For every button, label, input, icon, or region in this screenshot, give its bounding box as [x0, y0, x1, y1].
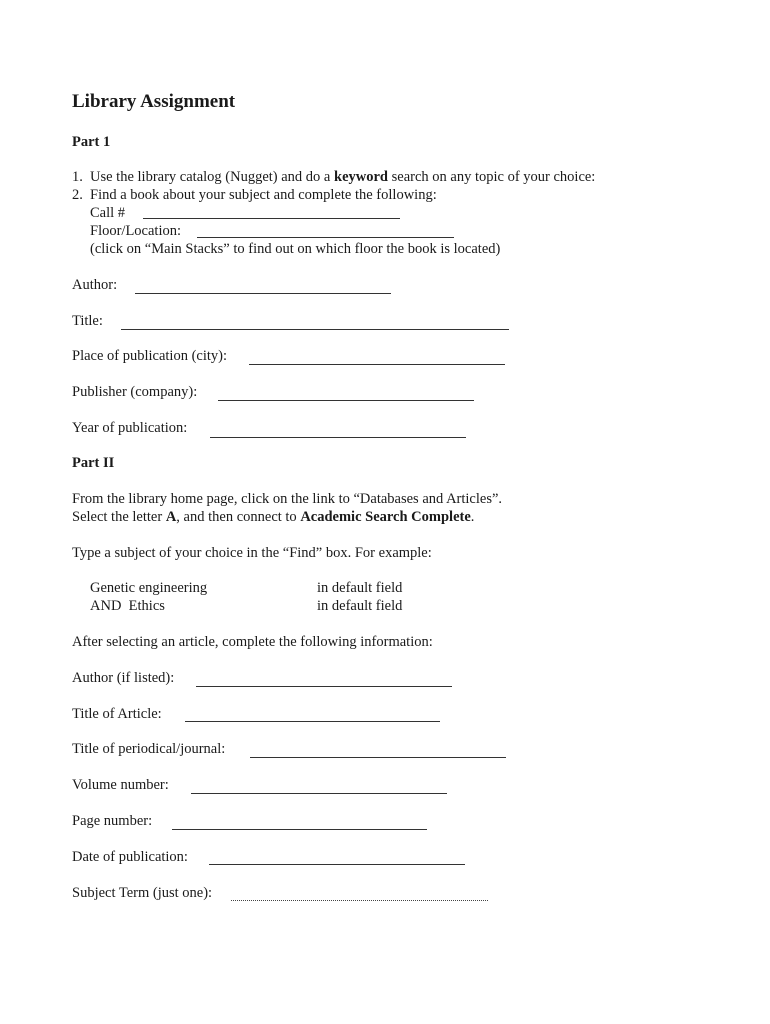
database-name: Academic Search Complete [300, 509, 471, 525]
article-title-field[interactable] [185, 721, 440, 722]
floor-location-note: (click on “Main Stacks” to find out on which floor the book is located) [90, 241, 501, 257]
publisher-field[interactable] [218, 400, 474, 401]
after-selecting-instruction: After selecting an article, complete the following information: [72, 634, 433, 650]
floor-location-label: Floor/Location: [90, 223, 182, 239]
keyword-emphasis: keyword [334, 169, 388, 185]
page-number-field[interactable] [172, 829, 427, 830]
example-term-1: Genetic engineering [90, 580, 208, 596]
article-title-label: Title of Article: [72, 706, 162, 722]
article-author-field[interactable] [196, 686, 452, 687]
year-of-publication-field[interactable] [210, 437, 466, 438]
place-of-publication-field[interactable] [249, 364, 505, 365]
date-of-publication-label: Date of publication: [72, 849, 188, 865]
journal-title-label: Title of periodical/journal: [72, 741, 226, 757]
part2-intro-line2: Select the letter A, and then connect to Academic Search Complete. [72, 509, 475, 525]
book-title-label: Title: [72, 313, 103, 329]
volume-number-field[interactable] [191, 793, 447, 794]
subject-term-label: Subject Term (just one): [72, 885, 213, 901]
journal-title-field[interactable] [250, 757, 506, 758]
step2-number: 2. [72, 187, 83, 203]
publisher-label: Publisher (company): [72, 384, 198, 400]
example-field-2: in default field [317, 598, 403, 614]
example-field-1: in default field [317, 580, 403, 596]
subject-term-field[interactable] [231, 900, 488, 901]
step1-text: Use the library catalog (Nugget) and do a keyword search on any topic of your choice: [90, 169, 596, 185]
call-number-field[interactable] [143, 218, 400, 219]
document-title: Library Assignment [72, 91, 236, 112]
part2-intro-line1: From the library home page, click on the link to “Databases and Articles”. [72, 491, 503, 507]
book-title-field[interactable] [121, 329, 509, 330]
page-number-label: Page number: [72, 813, 153, 829]
step2-text: Find a book about your subject and complete the following: [90, 187, 437, 203]
date-of-publication-field[interactable] [209, 864, 465, 865]
place-of-publication-label: Place of publication (city): [72, 348, 228, 364]
author-field[interactable] [135, 293, 391, 294]
part2-heading: Part II [72, 455, 115, 471]
year-of-publication-label: Year of publication: [72, 420, 188, 436]
step1-number: 1. [72, 169, 83, 185]
article-author-label: Author (if listed): [72, 670, 175, 686]
example-term-2: AND Ethics [90, 598, 165, 614]
call-number-label: Call # [90, 205, 126, 221]
find-box-instruction: Type a subject of your choice in the “Find” box. For example: [72, 545, 432, 561]
part1-heading: Part 1 [72, 134, 111, 150]
author-label: Author: [72, 277, 118, 293]
volume-number-label: Volume number: [72, 777, 169, 793]
floor-location-field[interactable] [197, 237, 454, 238]
